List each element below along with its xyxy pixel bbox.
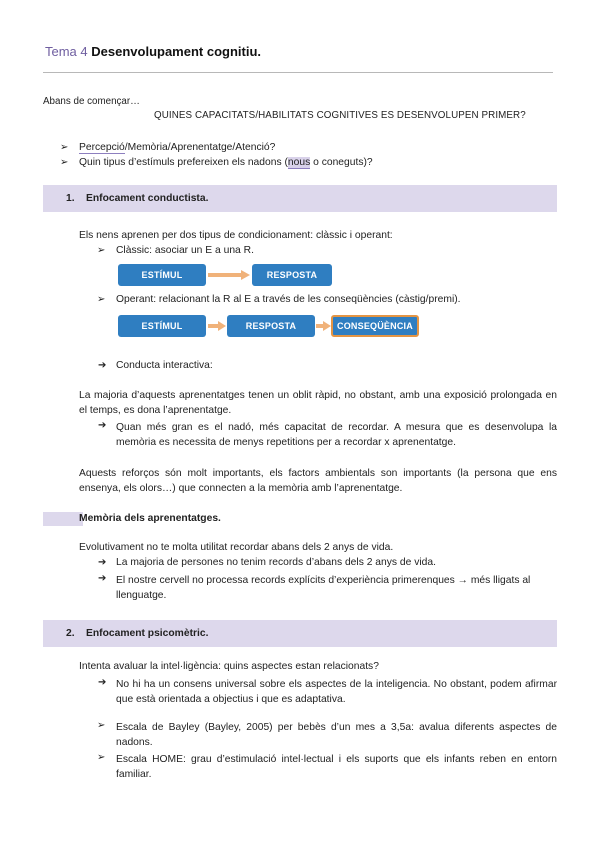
diagram2-consequence-box: CONSEQÜÈNCIA <box>331 315 419 337</box>
intro-item-2 <box>79 157 373 168</box>
memory-title: Memòria dels aprenentatges. <box>79 513 221 524</box>
intro-question: QUINES CAPACITATS/HABILITATS COGNITIVES ES DESENVOLUPEN PRIMER? <box>154 110 526 121</box>
topic-number: Tema 4 <box>45 44 88 59</box>
page-title <box>45 44 261 59</box>
title-divider <box>43 72 553 73</box>
section-1-number: 1. <box>66 193 75 204</box>
section-2-bullet-2: Escala de Bayley (Bayley, 2005) per bebès d’un mes a 3,5a: avalua diferents aspectes de nadons. <box>116 722 557 748</box>
arrow-bullet-icon: ➔ <box>98 360 107 371</box>
diagram1-arrow-icon <box>208 270 250 280</box>
section-1-paragraph-1-bullet: Quan més gran es el nadó, més capacitat de recordar. A mesura que es desenvolupa la memòria es necessita de menys repetitions per a recordar x aprenentatge. <box>116 422 557 448</box>
topic-title: Desenvolupament cognitiu. <box>91 44 262 59</box>
diagram2-arrow-icon <box>316 321 331 331</box>
intro-before: Abans de començar… <box>43 96 140 107</box>
memory-bullet-1: La majoria de persones no tenim records d’abans dels 2 anys de vida. <box>116 557 436 568</box>
section-2-title: Enfocament psicomètric. <box>86 628 209 639</box>
diagram1-response-box: RESPOSTA <box>252 264 332 286</box>
arrow-bullet-icon: ➔ <box>98 677 107 688</box>
arrowhead-bullet-icon: ➢ <box>97 294 106 305</box>
section-1-paragraph-1: La majoria d’aquests aprenentatges tenen un oblit ràpid, no obstant, amb una exposició prolongada en el temps, es dona l’aprenentatge. <box>79 390 557 416</box>
section-1-header <box>43 185 557 212</box>
diagram2-response-box: RESPOSTA <box>227 315 315 337</box>
diagram2-stimulus-box: ESTÍMUL <box>118 315 206 337</box>
arrowhead-bullet-icon: ➢ <box>97 720 106 731</box>
arrow-bullet-icon: ➔ <box>98 557 107 568</box>
diagram2-arrow-icon <box>208 321 226 331</box>
arrow-bullet-icon: ➔ <box>98 573 107 584</box>
intro-item-1 <box>79 142 275 153</box>
arrowhead-bullet-icon: ➢ <box>97 752 106 763</box>
nous-highlight: nous <box>287 157 311 168</box>
section-2-bullet-1: No hi ha un consens universal sobre els aspectes de la inteligencia. No obstant, podem afirmar que està orientada a objectius i que es adaptativa. <box>116 679 557 705</box>
classic-conditioning: Clàssic: asociar un E a una R. <box>116 245 254 256</box>
section-2-lead: Intenta avaluar la intel·ligència: quins aspectes estan relacionats? <box>79 661 379 672</box>
arrowhead-bullet-icon: ➢ <box>60 157 69 168</box>
intro-item-1-text: /Memòria/Aprenentatge/Atenció? <box>124 142 276 153</box>
arrowhead-bullet-icon: ➢ <box>97 245 106 256</box>
section-1-paragraph-2: Aquests reforços són molt importants, els factors ambientals son importants (la persona que ens ensenya, els olors…) que connecten a la memòria amb l’aprenentatge. <box>79 468 557 494</box>
memory-bullet-2: El nostre cervell no processa records explícits d’experiència primerenques → més lligats al llenguatge. <box>116 575 531 601</box>
section-2-bullet-3: Escala HOME: grau d’estimulació intel·lectual i els suports que els infants reben en entorn familiar. <box>116 754 557 780</box>
arrowhead-bullet-icon: ➢ <box>60 142 69 153</box>
intro-item-2-post: o coneguts)? <box>310 157 373 168</box>
arrow-bullet-icon: ➔ <box>98 420 107 431</box>
operant-conditioning: Operant: relacionant la R al E a través de les conseqüències (càstig/premi). <box>116 294 461 305</box>
memory-lead: Evolutivament no te molta utilitat recordar abans dels 2 anys de vida. <box>79 542 394 553</box>
intro-item-2-pre: Quin tipus d’estímuls prefereixen els nadons ( <box>79 157 288 168</box>
section-2-header <box>43 620 557 647</box>
diagram1-stimulus-box: ESTÍMUL <box>118 264 206 286</box>
interactive-conduct: Conducta interactiva: <box>116 360 213 371</box>
memory-highlight-band <box>43 512 83 526</box>
perception-highlight: Percepció <box>79 142 125 153</box>
section-1-lead: Els nens aprenen per dos tipus de condicionament: clàssic i operant: <box>79 230 393 241</box>
section-1-title: Enfocament conductista. <box>86 193 209 204</box>
section-2-number: 2. <box>66 628 75 639</box>
